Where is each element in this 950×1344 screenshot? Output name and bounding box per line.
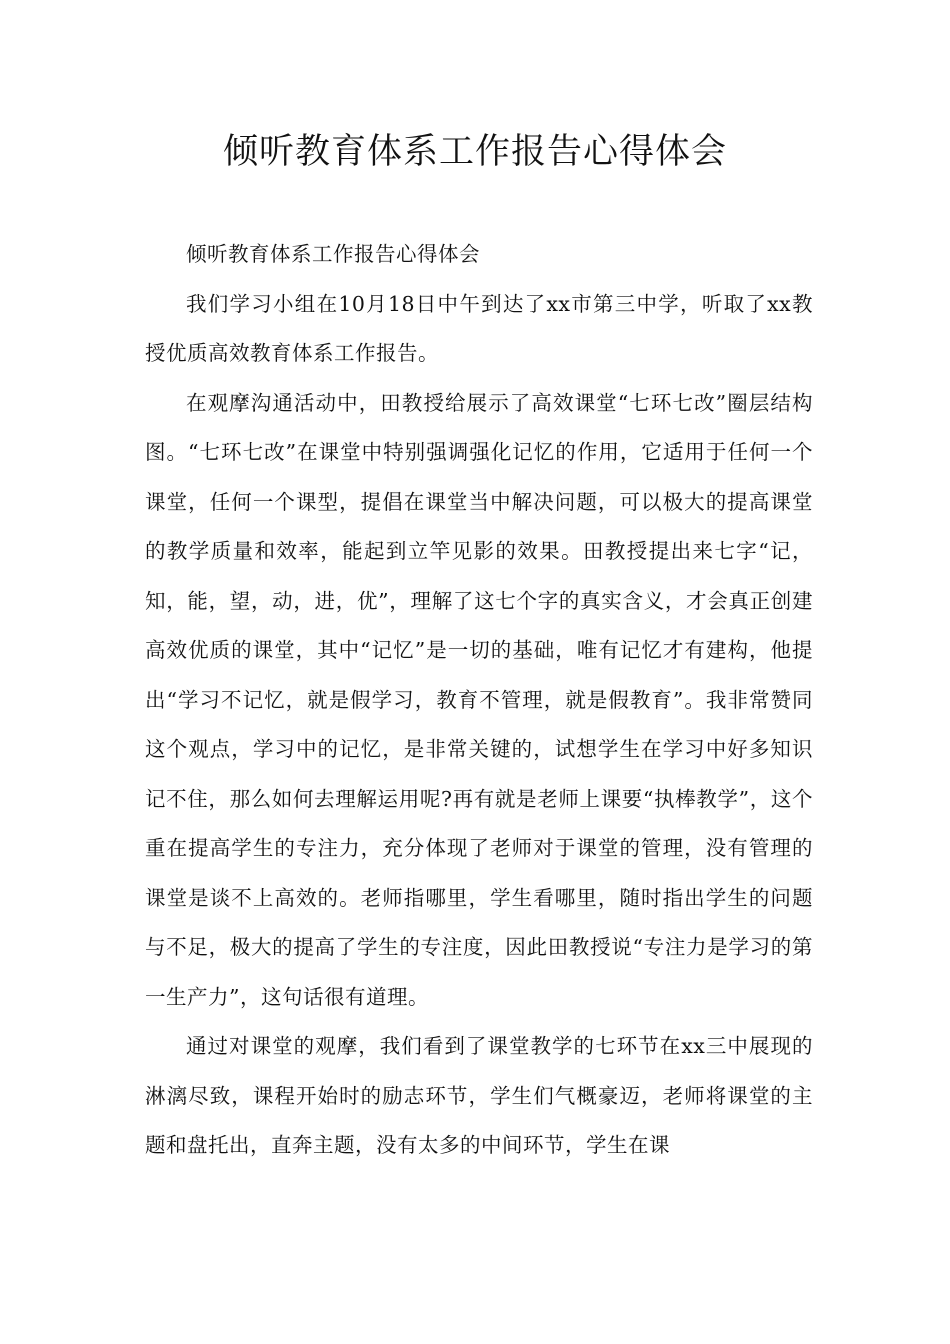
paragraph-intro: 我们学习小组在10月18日中午到达了xx市第三中学，听取了xx教授优质高效教育体系工作报告。 bbox=[145, 291, 813, 365]
document-body bbox=[145, 230, 813, 1171]
paragraph-observation: 在观摩沟通活动中，田教授给展示了高效课堂“七环七改”圈层结构图。“七环七改”在课堂中特别强调强化记忆的作用，它适用于任何一个课堂，任何一个课型，提倡在课堂当中解决问题，可以极大的提高课堂的教学质量和效率，能起到立竿见影的效果。田教授提出来七字“记，知，能，望，动，进，优”，理解了这七个字的真实含义，才会真正创建高效优质的课堂，其中“记忆”是一切的基础，唯有记忆才有建构，他提出“学习不记忆，就是假学习，教育不管理，就是假教育”。我非常赞同这个观点，学习中的记忆，是非常关键的，试想学生在学习中好多知识记不住，那么如何去理解运用呢?再有就是老师上课要“执棒教学”，这个重在提高学生的专注力，充分体现了老师对于课堂的管理，没有管理的课堂是谈不上高效的。老师指哪里，学生看哪里，随时指出学生的问题与不足，极大的提高了学生的专注度，因此田教授说“专注力是学习的第一生产力”，这句话很有道理。 bbox=[145, 390, 813, 1009]
document-title: 倾听教育体系工作报告心得体会 bbox=[222, 132, 727, 172]
paragraph-subtitle: 倾听教育体系工作报告心得体会 bbox=[186, 242, 480, 266]
paragraph-classroom: 通过对课堂的观摩，我们看到了课堂教学的七环节在xx三中展现的淋漓尽致，课程开始时的励志环节，学生们气概豪迈，老师将课堂的主题和盘托出，直奔主题，没有太多的中间环节，学生在课 bbox=[145, 1034, 813, 1157]
